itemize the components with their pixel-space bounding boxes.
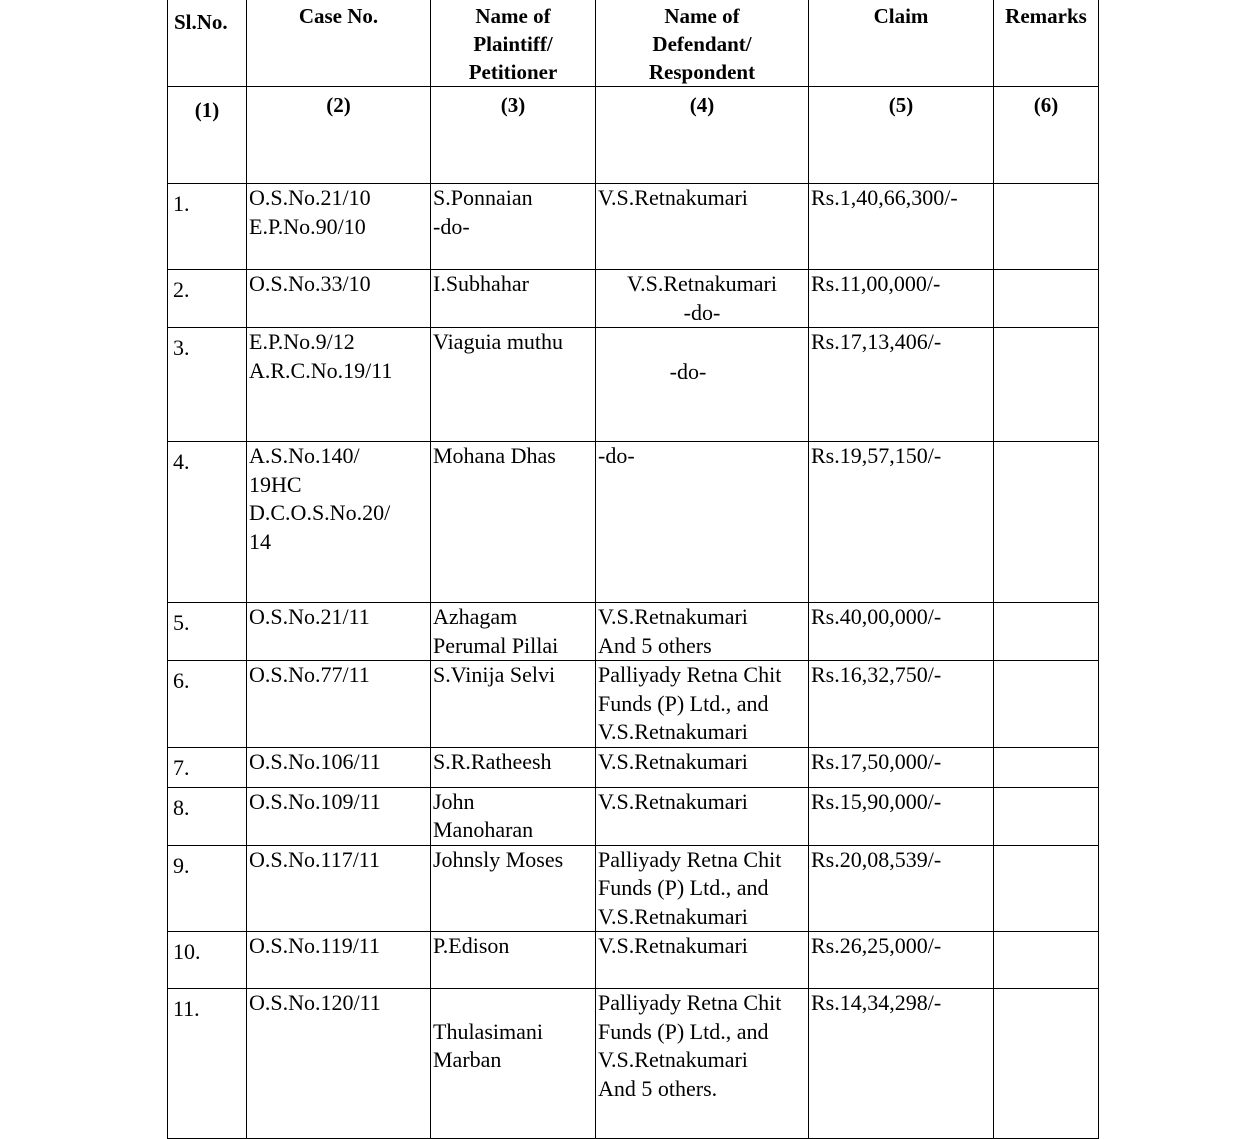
- claim-cell: Rs.1,40,66,300/-: [809, 184, 994, 270]
- defendant-cell: [596, 845, 809, 932]
- sl-no-cell: 8.: [168, 787, 247, 845]
- case-no-cell: [247, 845, 431, 932]
- plaintiff-cell-line: -do-: [433, 213, 470, 239]
- plaintiff-cell: [431, 442, 596, 603]
- column-number: (1): [168, 87, 247, 184]
- defendant-cell-line: And 5 others.: [598, 1075, 718, 1101]
- defendant-cell: [596, 328, 809, 442]
- defendant-cell-line: V.S.Retnakumari: [598, 788, 748, 814]
- table-body: [168, 184, 1099, 1139]
- plaintiff-cell-line: S.Vinija Selvi: [433, 662, 556, 687]
- plaintiff-cell-line: Azhagam: [433, 604, 518, 629]
- header-case-no: Case No.: [247, 0, 431, 87]
- plaintiff-cell-line: I.Subhahar: [433, 271, 529, 296]
- case-list-table: [167, 0, 1099, 1139]
- case-no-cell-line: O.S.No.119/11: [249, 933, 380, 958]
- column-number: (6): [994, 87, 1099, 184]
- table-row: [168, 787, 1099, 845]
- claim-cell: Rs.15,90,000/-: [809, 787, 994, 845]
- sl-no-cell: 5.: [168, 603, 247, 661]
- case-no-cell-line: O.S.No.33/10: [249, 271, 371, 296]
- remarks-cell: [994, 845, 1099, 932]
- plaintiff-cell-line: S.Ponnaian: [433, 185, 533, 210]
- plaintiff-cell-line: Manoharan: [433, 817, 534, 842]
- column-number: (2): [247, 87, 431, 184]
- column-number: (3): [431, 87, 596, 184]
- case-no-cell-line: 14: [249, 528, 271, 554]
- plaintiff-cell: [431, 184, 596, 270]
- defendant-cell-line: Funds (P) Ltd., and: [598, 875, 769, 900]
- table-row: [168, 661, 1099, 748]
- sl-no-cell: 3.: [168, 328, 247, 442]
- case-no-cell-line: O.S.No.117/11: [249, 846, 380, 872]
- plaintiff-cell-line: Johnsly Moses: [433, 846, 564, 872]
- plaintiff-cell-line: S.R.Ratheesh: [433, 748, 552, 774]
- plaintiff-cell-line: Mohana Dhas: [433, 443, 556, 468]
- case-no-cell-line: O.S.No.106/11: [249, 748, 381, 774]
- defendant-cell-line: Palliyady Retna Chit: [598, 846, 782, 872]
- claim-cell: Rs.11,00,000/-: [809, 270, 994, 328]
- claim-cell: Rs.16,32,750/-: [809, 661, 994, 748]
- defendant-cell: [596, 747, 809, 787]
- case-no-cell-line: O.S.No.21/10: [249, 185, 371, 210]
- plaintiff-cell: [431, 989, 596, 1139]
- table-row: [168, 932, 1099, 989]
- defendant-cell-line: V.S.Retnakumari: [598, 903, 748, 929]
- header-plaintiff: [431, 0, 596, 87]
- remarks-cell: [994, 603, 1099, 661]
- table-row: [168, 270, 1099, 328]
- defendant-cell-line: V.S.Retnakumari: [598, 719, 748, 744]
- case-no-cell-line: A.R.C.No.19/11: [249, 357, 393, 383]
- plaintiff-cell-line: P.Edison: [433, 933, 510, 958]
- remarks-cell: [994, 270, 1099, 328]
- case-no-cell: [247, 184, 431, 270]
- sl-no-cell: 11.: [168, 989, 247, 1139]
- case-no-cell: [247, 442, 431, 603]
- remarks-cell: [994, 184, 1099, 270]
- remarks-cell: [994, 442, 1099, 603]
- case-no-cell-line: O.S.No.109/11: [249, 788, 381, 814]
- defendant-cell-line: -do-: [598, 443, 635, 468]
- header-sl-no: Sl.No.: [168, 0, 247, 87]
- column-number: (4): [596, 87, 809, 184]
- remarks-cell: [994, 661, 1099, 748]
- plaintiff-cell: [431, 661, 596, 748]
- plaintiff-cell-line: Thulasimani: [433, 1018, 543, 1044]
- claim-cell: Rs.17,50,000/-: [809, 747, 994, 787]
- sl-no-cell: 10.: [168, 932, 247, 989]
- defendant-cell: [596, 989, 809, 1139]
- defendant-cell-line: V.S.Retnakumari: [598, 1047, 748, 1072]
- sl-no-cell: 7.: [168, 747, 247, 787]
- case-no-cell: [247, 932, 431, 989]
- header-plaintiff-line: Name of: [475, 4, 551, 28]
- case-no-cell: [247, 747, 431, 787]
- sl-no-cell: 4.: [168, 442, 247, 603]
- case-no-cell: [247, 989, 431, 1139]
- table-row: [168, 442, 1099, 603]
- defendant-cell: [596, 270, 809, 328]
- case-no-cell: [247, 661, 431, 748]
- case-no-cell-line: D.C.O.S.No.20/: [249, 500, 391, 525]
- defendant-cell-line: V.S.Retnakumari: [598, 748, 748, 774]
- defendant-cell-line: Funds (P) Ltd., and: [598, 690, 769, 716]
- remarks-cell: [994, 747, 1099, 787]
- defendant-cell: [596, 184, 809, 270]
- plaintiff-cell: [431, 270, 596, 328]
- defendant-cell-line: And 5 others: [598, 632, 712, 658]
- case-no-cell-line: 19HC: [249, 471, 302, 497]
- table-row: [168, 989, 1099, 1139]
- sl-no-cell: 6.: [168, 661, 247, 748]
- case-no-cell-line: A.S.No.140/: [249, 443, 360, 468]
- case-no-cell: [247, 270, 431, 328]
- plaintiff-cell: [431, 932, 596, 989]
- header-plaintiff-line: Petitioner: [468, 60, 558, 84]
- defendant-cell-line: V.S.Retnakumari: [598, 604, 748, 629]
- remarks-cell: [994, 932, 1099, 989]
- table-row: [168, 328, 1099, 442]
- header-plaintiff-line: Plaintiff/: [473, 32, 553, 56]
- claim-cell: Rs.40,00,000/-: [809, 603, 994, 661]
- header-claim: Claim: [809, 0, 994, 87]
- header-row: [168, 0, 1099, 87]
- plaintiff-cell: [431, 845, 596, 932]
- sl-no-cell: 1.: [168, 184, 247, 270]
- defendant-cell-line: V.S.Retnakumari: [598, 185, 748, 210]
- claim-cell: Rs.20,08,539/-: [809, 845, 994, 932]
- case-no-cell: [247, 603, 431, 661]
- plaintiff-cell-line: John: [433, 788, 475, 814]
- sl-no-cell: 2.: [168, 270, 247, 328]
- case-no-cell-line: E.P.No.90/10: [249, 213, 366, 239]
- defendant-cell-line: V.S.Retnakumari: [627, 271, 777, 296]
- table-row: [168, 747, 1099, 787]
- claim-cell: Rs.19,57,150/-: [809, 442, 994, 603]
- defendant-cell-line: Palliyady Retna Chit: [598, 662, 782, 687]
- case-no-cell: [247, 787, 431, 845]
- remarks-cell: [994, 328, 1099, 442]
- table-row: [168, 845, 1099, 932]
- defendant-cell-line: -do-: [683, 299, 721, 325]
- plaintiff-cell-line: Perumal Pillai: [433, 632, 559, 658]
- plaintiff-cell: [431, 747, 596, 787]
- case-no-cell-line: E.P.No.9/12: [249, 329, 355, 354]
- table-row: [168, 184, 1099, 270]
- defendant-cell-line: Palliyady Retna Chit: [598, 990, 782, 1015]
- defendant-cell-line: V.S.Retnakumari: [598, 933, 748, 958]
- claim-cell: Rs.14,34,298/-: [809, 989, 994, 1139]
- case-no-cell-line: O.S.No.21/11: [249, 604, 370, 629]
- defendant-cell-line: Funds (P) Ltd., and: [598, 1018, 769, 1044]
- remarks-cell: [994, 787, 1099, 845]
- header-defendant-line: Defendant/: [652, 32, 752, 56]
- plaintiff-cell: [431, 603, 596, 661]
- case-no-cell: [247, 328, 431, 442]
- column-number: (5): [809, 87, 994, 184]
- defendant-cell: [596, 442, 809, 603]
- plaintiff-cell-line: Viaguia muthu: [433, 329, 564, 354]
- defendant-cell: [596, 603, 809, 661]
- column-number-row: [168, 87, 1099, 184]
- header-defendant-line: Name of: [664, 4, 740, 28]
- header-defendant-line: Respondent: [648, 60, 756, 84]
- header-defendant: [596, 0, 809, 87]
- sl-no-cell: 9.: [168, 845, 247, 932]
- plaintiff-cell-line: Marban: [433, 1047, 502, 1072]
- defendant-cell: [596, 787, 809, 845]
- claim-cell: Rs.17,13,406/-: [809, 328, 994, 442]
- case-no-cell-line: O.S.No.120/11: [249, 990, 381, 1015]
- header-remarks: Remarks: [994, 0, 1099, 87]
- case-no-cell-line: O.S.No.77/11: [249, 662, 370, 687]
- plaintiff-cell: [431, 787, 596, 845]
- remarks-cell: [994, 989, 1099, 1139]
- plaintiff-cell: [431, 328, 596, 442]
- claim-cell: Rs.26,25,000/-: [809, 932, 994, 989]
- table-row: [168, 603, 1099, 661]
- defendant-cell: [596, 932, 809, 989]
- defendant-cell-line: -do-: [669, 359, 707, 384]
- defendant-cell: [596, 661, 809, 748]
